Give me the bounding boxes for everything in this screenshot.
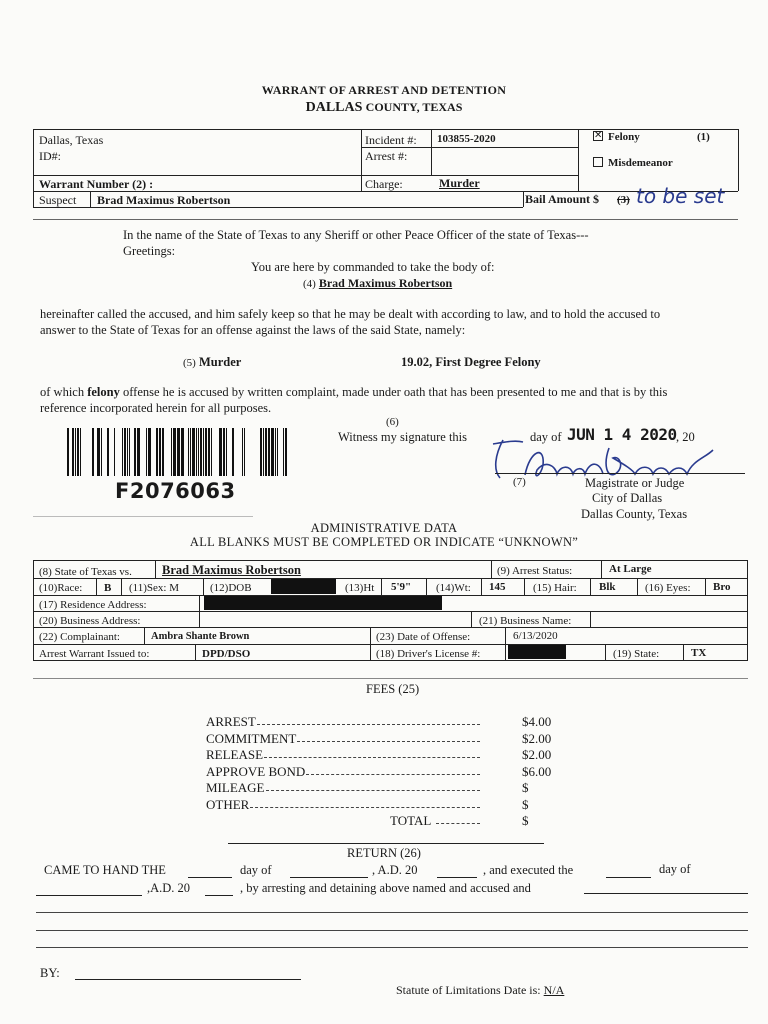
fee-total-label: TOTAL: [390, 813, 432, 828]
fee-leader: [266, 790, 481, 791]
issued-to-value: DPD/DSO: [202, 648, 251, 660]
commanded-text: You are here by commanded to take the body of:: [251, 260, 495, 274]
executed-month-field[interactable]: [36, 895, 142, 896]
fee-label: RELEASE: [206, 747, 264, 762]
paragraph-2-line-2: reference incorporated herein for all purposes.: [40, 401, 272, 415]
business-name-label: (21) Business Name:: [479, 615, 572, 627]
witness-text: Witness my signature this: [338, 430, 467, 444]
day-of-label-2: day of: [659, 862, 691, 876]
complainant-label: (22) Complainant:: [39, 631, 120, 643]
offense-date-label: (23) Date of Offense:: [376, 631, 471, 643]
fee-amount: $6.00: [522, 763, 552, 779]
fee-label: OTHER: [206, 796, 250, 812]
hair-value: Blk: [599, 581, 616, 593]
weight-value: 145: [489, 581, 506, 593]
greeting-line: In the name of the State of Texas to any Sheriff or other Peace Officer of the state of Texas---: [123, 228, 589, 242]
arresting-text: , by arresting and detaining above named and accused and: [240, 881, 531, 895]
eyes-label: (16) Eyes:: [645, 582, 691, 594]
paragraph-2-line-1: of which felony offense he is accused by written complaint, made under oath that has been presented to me and that is by this: [40, 385, 668, 399]
day-of-text: day of: [530, 430, 562, 444]
charge-label: Charge:: [365, 177, 403, 191]
statute-value: N/A: [543, 983, 565, 997]
suspect-label: Suspect: [39, 193, 77, 207]
dob-redaction: [271, 579, 336, 594]
sex-label: (11)Sex: M: [129, 582, 180, 594]
fees-title: FEES (25): [366, 682, 420, 696]
city-field: Dallas, Texas: [39, 133, 104, 147]
fee-amount: $: [522, 796, 529, 812]
state-vs-label: (8) State of Texas vs.: [39, 566, 132, 578]
felony-checkbox[interactable]: ✕: [594, 130, 603, 141]
paragraph-1-line-2: answer to the State of Texas for an offense against the laws of the said State, namely:: [40, 323, 466, 337]
executed-label: , and executed the: [483, 863, 574, 877]
dallas-county-label: Dallas County, Texas: [581, 507, 688, 521]
offense-number: (5): [183, 357, 196, 369]
executed-day-field[interactable]: [606, 877, 651, 878]
fee-amount: $4.00: [522, 714, 552, 729]
arrest-status-value: At Large: [609, 563, 652, 575]
charge-value: Murder: [439, 176, 480, 190]
dob-label: (12)DOB: [210, 582, 252, 594]
signature-number: (7): [513, 476, 526, 488]
witness-number: (6): [386, 416, 399, 428]
issued-to-label: Arrest Warrant Issued to:: [39, 648, 150, 660]
state-vs-value: Brad Maximus Robertson: [162, 563, 301, 577]
arrest-status-label: (9) Arrest Status:: [497, 565, 573, 577]
statute-label: Statute of Limitations Date is:: [396, 983, 541, 997]
fee-total-amount: $: [522, 813, 529, 828]
admin-subtitle: ALL BLANKS MUST BE COMPLETED OR INDICATE “UNKNOWN”: [189, 535, 579, 549]
felony-number: (1): [697, 131, 710, 143]
city-of-label: City of Dallas: [592, 491, 663, 505]
felony-word: felony: [87, 385, 120, 399]
residence-redaction: [204, 596, 442, 610]
came-year-field[interactable]: [437, 877, 477, 878]
came-month-field[interactable]: [290, 877, 368, 878]
barcode-number: F2076063: [115, 479, 236, 503]
offense-date-value: 6/13/2020: [513, 630, 558, 642]
state-label: (19) State:: [613, 648, 660, 660]
residence-label: (17) Residence Address:: [39, 599, 147, 611]
hair-label: (15) Hair:: [533, 582, 577, 594]
offense-name: Murder: [198, 355, 242, 369]
fee-label: ARREST: [206, 714, 256, 729]
statute-limitations: [396, 983, 564, 998]
fee-leader: [257, 724, 480, 725]
incident-label: Incident #:: [365, 133, 417, 147]
bail-handwritten: to be set: [636, 184, 725, 208]
weight-label: (14)Wt:: [436, 582, 471, 594]
year-suffix: , 20: [676, 430, 695, 444]
arrest-label: Arrest #:: [365, 149, 408, 163]
fee-amount: $: [522, 780, 529, 795]
fee-leader: [306, 774, 480, 775]
accused-line: [303, 276, 452, 291]
county-name: DALLAS: [305, 100, 363, 115]
fee-label: COMMITMENT: [206, 730, 297, 746]
fee-leader: [297, 741, 480, 742]
by-signature-field[interactable]: [75, 979, 301, 980]
suspect-value: Brad Maximus Robertson: [97, 193, 231, 207]
incident-value: 103855-2020: [437, 133, 496, 145]
fee-label: MILEAGE: [206, 780, 265, 795]
fee-amount: $2.00: [522, 730, 552, 746]
fee-total-leader: [436, 823, 480, 824]
business-address-label: (20) Business Address:: [39, 615, 141, 627]
greetings-label: Greetings:: [123, 244, 176, 258]
state-value: TX: [691, 647, 707, 659]
bail-number: (3): [617, 194, 630, 206]
ad-20-label-2: ,A.D. 20: [147, 881, 191, 895]
county-heading: [0, 99, 768, 116]
complainant-value: Ambra Shante Brown: [151, 631, 250, 642]
eyes-value: Bro: [713, 581, 731, 593]
by-label: BY:: [40, 966, 60, 980]
came-day-field[interactable]: [188, 877, 232, 878]
admin-title: ADMINISTRATIVE DATA: [310, 521, 458, 535]
fee-amount: $2.00: [522, 747, 552, 762]
magistrate-label: Magistrate or Judge: [585, 476, 685, 490]
accused-number: (4): [303, 278, 316, 290]
paragraph-1-line-1: hereinafter called the accused, and him safely keep so that he may be dealt with according to law, and to hold the accused to: [40, 307, 661, 321]
fee-label: APPROVE BOND: [206, 763, 306, 779]
offense-line: [183, 355, 241, 370]
race-label: (10)Race:: [39, 582, 83, 594]
day-of-label-1: day of: [240, 863, 272, 877]
felony-label: Felony: [608, 131, 640, 143]
county-suffix: COUNTY, TEXAS: [365, 100, 463, 114]
misdemeanor-label: Misdemeanor: [608, 157, 673, 169]
height-label: (13)Ht: [345, 582, 375, 594]
fee-leader: [250, 807, 480, 808]
accused-name: Brad Maximus Robertson: [318, 276, 453, 290]
height-value: 5'9": [391, 581, 412, 593]
statute-text: 19.02, First Degree Felony: [401, 355, 541, 369]
document-title: WARRANT OF ARREST AND DETENTION: [261, 83, 507, 97]
executed-year-field[interactable]: [205, 895, 233, 896]
warrant-number-label: Warrant Number (2) :: [39, 177, 154, 191]
arresting-field[interactable]: [584, 893, 748, 894]
date-stamp: JUN 1 4 2020: [567, 425, 677, 444]
fee-leader: [264, 757, 480, 758]
return-title: RETURN (26): [347, 846, 421, 860]
id-label: ID#:: [39, 149, 61, 163]
race-value: B: [104, 582, 112, 594]
misdemeanor-checkbox[interactable]: [593, 157, 603, 167]
came-to-hand-label: CAME TO HAND THE: [44, 863, 166, 877]
bail-label: Bail Amount $: [525, 192, 600, 206]
ad-20-label-1: , A.D. 20: [372, 863, 418, 877]
drivers-license-redaction: [508, 645, 566, 659]
drivers-license-label: (18) Driver's License #:: [376, 648, 481, 660]
barcode-image: [67, 428, 288, 476]
